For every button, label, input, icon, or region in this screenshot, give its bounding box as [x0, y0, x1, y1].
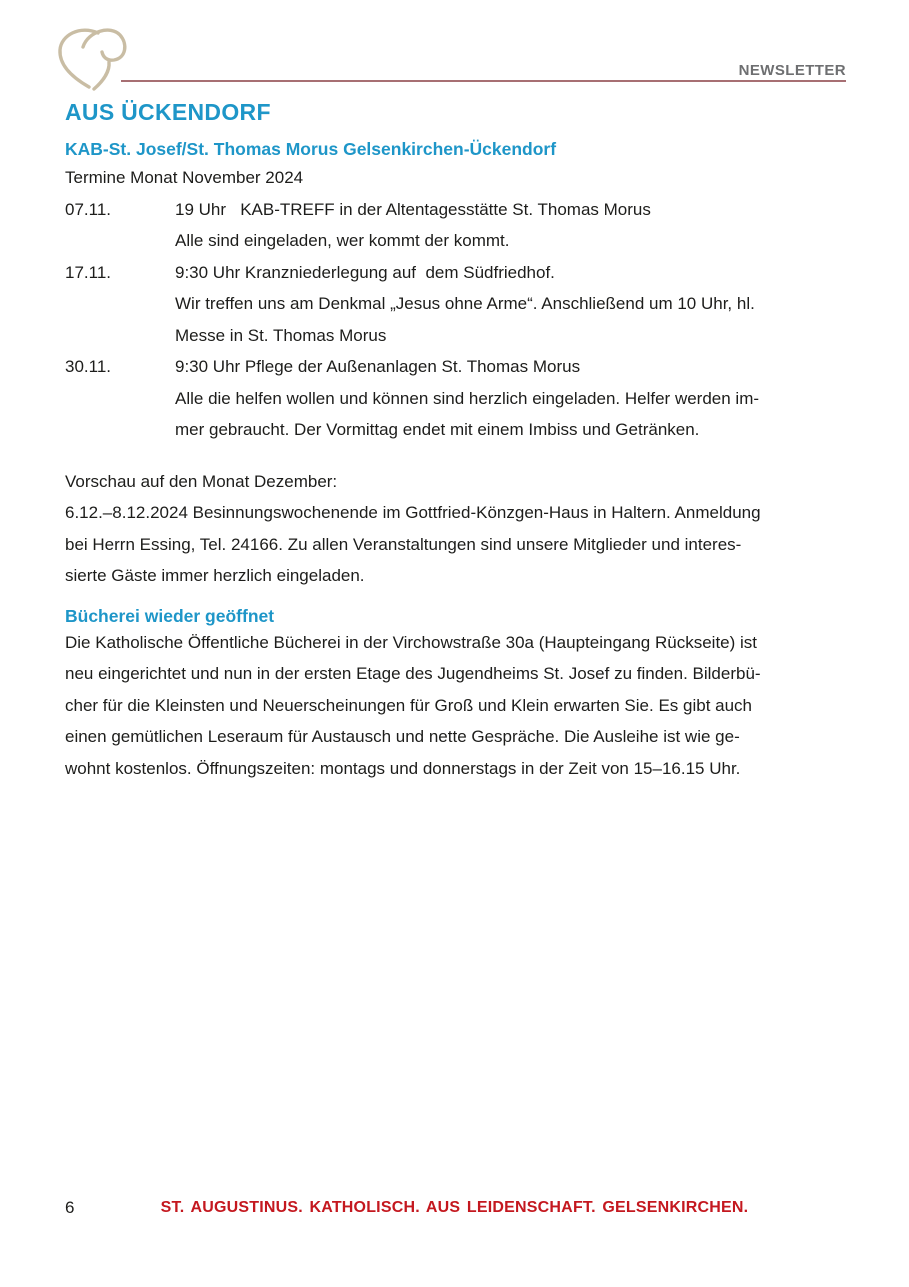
event-row: [65, 194, 846, 257]
heart-logo-right-stroke: [83, 30, 125, 60]
outlook-paragraph: [65, 466, 846, 592]
library-line: Die Katholische Öffentliche Bücherei in der Virchowstraße 30a (Haupteingang Rückseite) ist: [65, 632, 758, 652]
heart-logo-tail-stroke: [94, 62, 109, 89]
library-line: neu eingerichtet und nun in der ersten Etage des Jugendheims St. Josef zu finden. Bilderbü-: [65, 664, 761, 683]
event-line: 9:30 Uhr Kranzniederlegung auf dem Südfriedhof.: [175, 262, 555, 282]
main-content: [65, 99, 846, 784]
event-date: 07.11.: [65, 199, 112, 219]
newsletter-label: NEWSLETTER: [738, 62, 846, 79]
page-number: 6: [65, 1198, 75, 1217]
header-rule: [121, 80, 846, 82]
event-line: 19 Uhr KAB-TREFF in der Altentagesstätte St. Thomas Morus: [175, 199, 651, 219]
event-description: [175, 194, 846, 257]
event-date: 30.11.: [65, 357, 112, 376]
library-line: einen gemütlichen Leseraum für Austausch und nette Gespräche. Die Ausleihe ist wie ge-: [65, 727, 740, 746]
heart-logo-icon: [56, 25, 130, 95]
event-line: Messe in St. Thomas Morus: [175, 325, 387, 345]
section-title: AUS ÜCKENDORF: [65, 99, 271, 125]
outlook-heading: Vorschau auf den Monat Dezember:: [65, 471, 338, 491]
schedule-intro: Termine Monat November 2024: [65, 168, 304, 187]
event-line: 9:30 Uhr Pflege der Außenanlagen St. Thomas Morus: [175, 357, 581, 376]
library-heading: Bücherei wieder geöffnet: [65, 605, 275, 626]
event-date: 17.11.: [65, 262, 112, 282]
event-description: [175, 257, 846, 352]
event-row: [65, 257, 846, 352]
event-description: [175, 351, 846, 446]
event-row: [65, 351, 846, 446]
page-footer: [0, 1196, 909, 1228]
kab-schedule: [65, 162, 846, 446]
outlook-line: 6.12.–8.12.2024 Besinnungswochenende im Gottfried-Könzgen-Haus in Haltern. Anmeldung: [65, 503, 761, 522]
event-line: Alle die helfen wollen und können sind herzlich eingeladen. Helfer werden im-: [175, 388, 760, 408]
footer-motto: ST. AUGUSTINUS. KATHOLISCH. AUS LEIDENSCHAFT. GELSENKIRCHEN.: [160, 1199, 749, 1216]
library-line: cher für die Kleinsten und Neuerscheinungen für Groß und Klein erwarten Sie. Es gibt auch: [65, 695, 753, 715]
outlook-line: bei Herrn Essing, Tel. 24166. Zu allen Veranstaltungen sind unsere Mitglieder und interes-: [65, 534, 742, 554]
library-paragraph: [65, 627, 846, 785]
heart-logo-left-stroke: [60, 30, 98, 87]
library-line: wohnt kostenlos. Öffnungszeiten: montags und donnerstags in der Zeit von 15–16.15 Uhr.: [65, 758, 741, 778]
outlook-line: sierte Gäste immer herzlich eingeladen.: [65, 566, 365, 585]
event-line: Wir treffen uns am Denkmal „Jesus ohne Arme“. Anschließend um 10 Uhr, hl.: [175, 294, 755, 313]
kab-heading: KAB-St. Josef/St. Thomas Morus Gelsenkirchen-Ückendorf: [65, 139, 557, 159]
event-line: mer gebraucht. Der Vormittag endet mit einem Imbiss und Getränken.: [175, 420, 700, 439]
event-line: Alle sind eingeladen, wer kommt der kommt.: [175, 231, 510, 250]
